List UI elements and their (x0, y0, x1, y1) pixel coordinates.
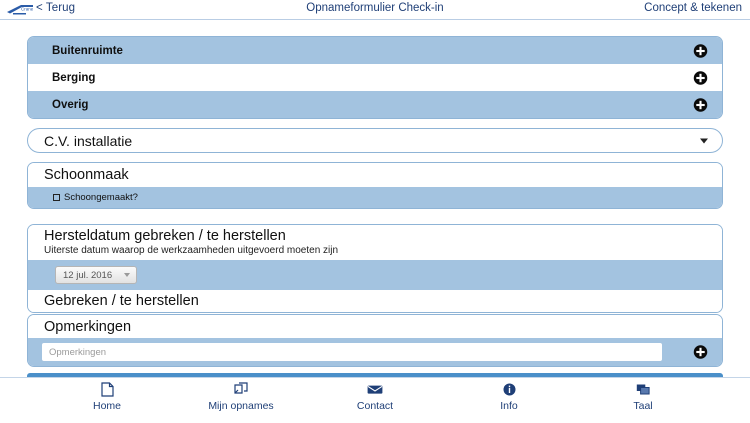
defects-title (28, 290, 722, 312)
flag-language-icon (636, 382, 650, 397)
tab-taal[interactable] (600, 382, 686, 412)
remarks-card (27, 314, 723, 367)
tab-taal-label: Taal (633, 400, 653, 412)
section-row-label: Buitenruimte (52, 44, 123, 57)
page-content (0, 20, 750, 423)
section-row-buitenruimte[interactable] (28, 37, 722, 64)
tab-mijn-opnames[interactable] (198, 382, 284, 412)
defects-title-label: Gebreken / te herstellen (44, 293, 199, 309)
tab-contact[interactable] (332, 382, 418, 412)
repair-date-card (27, 224, 723, 313)
repair-date-row (28, 260, 722, 290)
remarks-input[interactable] (42, 343, 662, 361)
remarks-title-label: Opmerkingen (44, 318, 132, 335)
sections-card (27, 36, 723, 119)
remarks-input-row (28, 338, 722, 366)
section-row-berging[interactable] (28, 64, 722, 91)
envelope-icon (367, 382, 383, 397)
section-row-overig[interactable] (28, 91, 722, 118)
repair-subtitle: Uiterste datum waarop de werkzaamheden uitgevoerd moeten zijn (44, 245, 339, 256)
tab-contact-label: Contact (356, 400, 394, 412)
remarks-title (28, 315, 722, 338)
svg-text:Crane: Crane (21, 6, 34, 12)
repair-date-select[interactable] (55, 266, 137, 284)
repair-title (28, 225, 722, 247)
cleaning-checkbox-label: Schoongemaakt? (64, 192, 138, 203)
back-button[interactable]: < Terug (36, 2, 76, 14)
tab-home[interactable] (64, 382, 150, 412)
cleaning-title-label: Schoonmaak (44, 167, 129, 183)
cleaning-title (28, 163, 722, 187)
tab-info-label: Info (500, 400, 518, 412)
installation-select-value: C.V. installatie (44, 132, 133, 149)
concept-sign-button[interactable]: Concept & tekenen (644, 2, 742, 14)
installation-select[interactable] (27, 128, 723, 153)
cleaning-card (27, 162, 723, 209)
info-circle-icon (503, 382, 516, 397)
app-header (0, 0, 750, 20)
cleaning-checkbox-row[interactable] (28, 187, 722, 208)
tab-mijn-opnames-label: Mijn opnames (208, 400, 274, 412)
repair-date-value: 12 jul. 2016 (63, 269, 113, 281)
bottom-tab-bar (0, 377, 750, 423)
checkbox-unchecked-icon[interactable] (53, 194, 60, 201)
document-page-icon (101, 382, 114, 397)
plus-circle-icon[interactable] (693, 97, 708, 112)
tab-info[interactable] (466, 382, 552, 412)
plus-circle-icon[interactable] (693, 43, 708, 58)
tab-home-label: Home (92, 400, 121, 412)
chevron-down-icon[interactable] (124, 273, 130, 277)
section-row-label: Overig (52, 98, 89, 111)
section-row-label: Berging (52, 71, 96, 84)
page-title: Opnameformulier Check-in (306, 2, 444, 14)
repair-title-label: Hersteldatum gebreken / te herstellen (44, 228, 286, 244)
chevron-down-icon[interactable] (700, 138, 708, 143)
plus-circle-icon[interactable] (693, 345, 708, 360)
plus-circle-icon[interactable] (693, 70, 708, 85)
copy-pages-icon (234, 382, 249, 397)
